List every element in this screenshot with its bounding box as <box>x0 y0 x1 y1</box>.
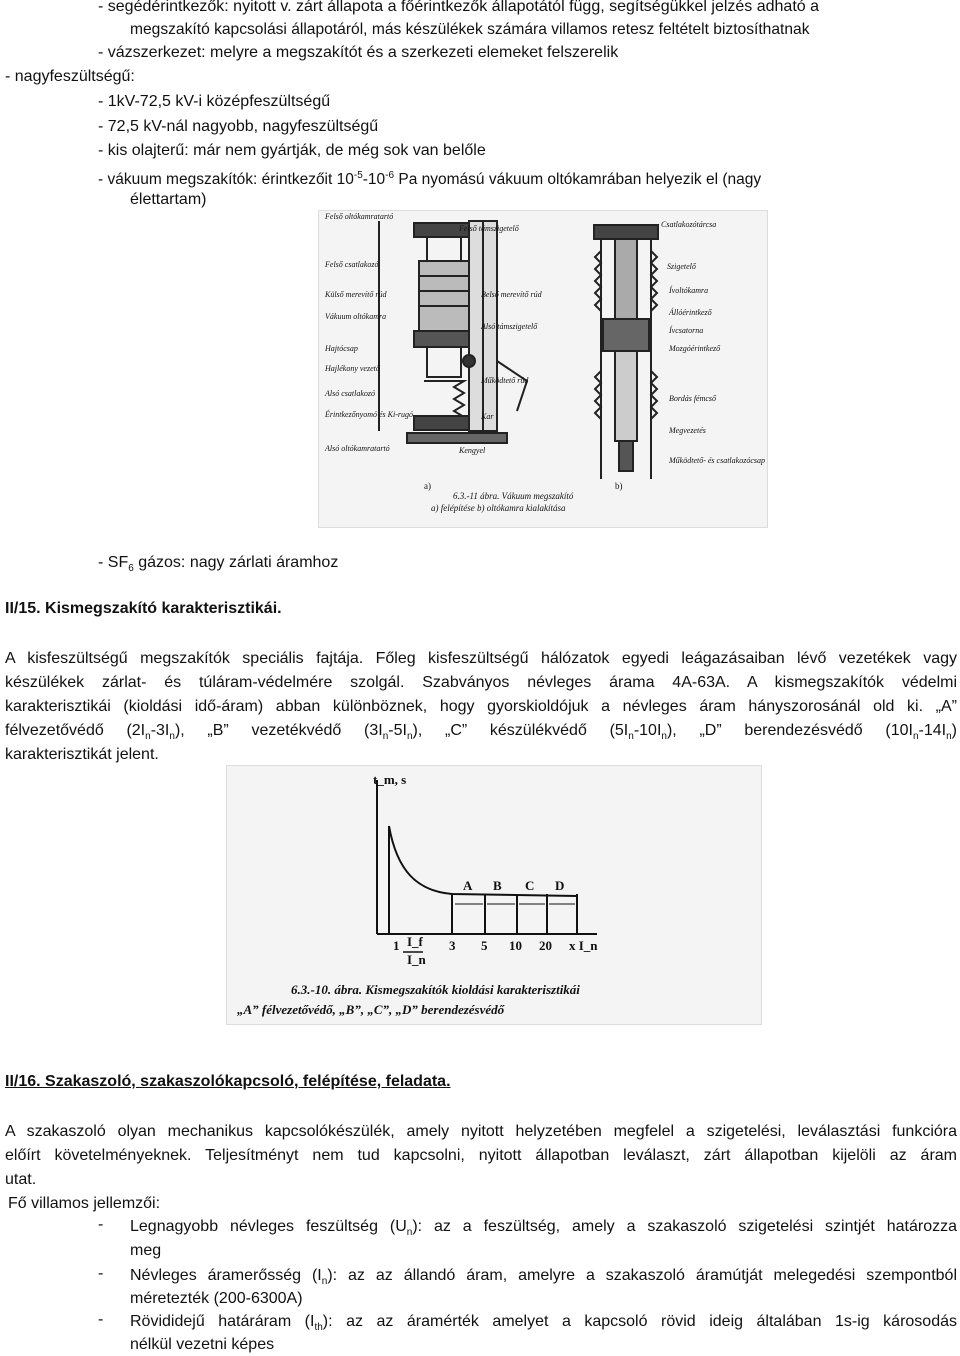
caption-a: a) <box>424 481 431 491</box>
paragraph-line: készülékek zárlat- és túláram-védelmére szolgál. Szabványos névleges árama 4A-63A. A kismegszakítók védelmi <box>5 674 957 691</box>
paragraph-line: karakterisztikái (kioldási idő-áram) abban különböznek, hogy gyorskioldójuk a névleges áram hányszorosánál old ki. „A” <box>5 698 957 715</box>
paragraph-line-types: félvezetővédő $(2I_n-3I_n)$, „B” vezetékvédő $(3I_n-5I_n)$, „C” készülékvédő $(5I_n-10I_n)$, „D” berendezésvédő $(10I_n-14I_n)$ <box>5 722 957 743</box>
zone-label-b: B <box>493 878 502 893</box>
chart-svg <box>227 766 761 1024</box>
label-a: Alsó csatlakozó <box>325 389 375 398</box>
label-a: Hajlékony vezető <box>325 364 380 373</box>
vacuum-breaker-figure <box>318 210 768 528</box>
text-line: - vázszerkezet: melyre a megszakítót és a szerkezeti elemeket felszerelik <box>98 44 619 61</box>
trip-characteristics-chart <box>226 765 762 1025</box>
subscript: n <box>912 731 919 743</box>
x-axis-label-top: I_f <box>407 934 423 949</box>
figure-caption: 6.3.-11 ábra. Vákuum megszakító <box>453 491 574 501</box>
paragraph-line: karakterisztikát jelent. <box>5 746 159 763</box>
text-span: ): az az állandó áram, amelyre a szakaszoló áramútját melegedési szempontból <box>327 1267 958 1284</box>
label-a-right: Kar <box>481 412 494 421</box>
list-dash: - <box>98 1216 104 1233</box>
text-span: - SF <box>98 554 129 571</box>
label-b: Szigetelő <box>667 262 696 271</box>
label-a-right: Felső támszigetelő <box>459 224 519 233</box>
text-line: élettartam) <box>130 191 207 208</box>
label-b: Ívoltókamra <box>669 286 709 295</box>
vacuum-breaker-drawing <box>319 211 767 527</box>
characteristic-curve <box>389 826 577 934</box>
superscript: -5 <box>353 170 363 181</box>
x-axis-suffix: x I_n <box>569 938 598 953</box>
label-b: Csatlakozótárcsa <box>661 220 717 229</box>
subscript: n <box>321 1276 328 1288</box>
subscript: n <box>406 1227 413 1239</box>
section-heading: II/15. Kismegszakító karakterisztikái. <box>5 600 282 617</box>
text-line: megszakító kapcsolási állapotáról, más készülékek számára villamos retesz feltételt biztosíthatnak <box>130 21 810 38</box>
x-tick-label: 5 <box>481 938 488 953</box>
text-line: - nagyfeszültségű: <box>5 68 135 85</box>
list-item-line <box>130 1215 957 1245</box>
features-title: Fő villamos jellemzői: <box>8 1195 161 1212</box>
x-axis-label-bottom: I_n <box>407 952 426 967</box>
x-tick-label: 20 <box>539 938 552 953</box>
subscript: n <box>169 731 175 743</box>
text-line: - segédérintkezők: nyitott v. zárt állapota a főérintkezők állapotától függ, segítségükkel jelzés adható a <box>98 0 820 15</box>
text-line: - 1kV-72,5 kV-i középfeszültségű <box>98 93 331 110</box>
chart-subtitle: „A” félvezetővédő, „B”, „C”, „D” berendezésvédő <box>237 1002 505 1017</box>
text-line: - 72,5 kV-nál nagyobb, nagyfeszültségű <box>98 118 379 135</box>
label-a: Külső merevítő rúd <box>325 290 387 299</box>
text-span: Névleges áramerősség (I <box>130 1267 322 1284</box>
label-a: Érintkezőnyomó és Ki-rugó <box>325 410 413 419</box>
label-a-right: Működtető rúd <box>481 376 529 385</box>
text-span: Rövididejű határáram (I <box>130 1313 315 1330</box>
label-a: Felső oltókamratartó <box>325 212 394 221</box>
paragraph-line: A kisfeszültségű megszakítók speciális fajtája. Főleg kisfeszültségű hálózatok egyedi leágazásaiban lévő vezetékek vagy <box>5 650 957 667</box>
subscript: n <box>661 731 667 743</box>
list-item-line: méretezték (200-6300A) <box>130 1290 303 1307</box>
text-span: - vákuum megszakítók: érintkezőit 10 <box>98 171 354 189</box>
label-a: Hajtócsap <box>325 344 358 353</box>
superscript: -6 <box>385 170 395 181</box>
label-b: Bordás fémcső <box>669 394 717 403</box>
caption-b: b) <box>615 481 623 491</box>
paragraph-line: előírt követelményeknek. Teljesítményt nem tud kapcsolni, nyitott állapotban leválaszt, zárt állapotban kijelöli az áram <box>5 1147 957 1164</box>
zone-label-a: A <box>463 878 473 893</box>
text-span: Legnagyobb névleges feszültség (U <box>130 1218 407 1235</box>
list-item-line: meg <box>130 1242 162 1259</box>
paragraph-line: A szakaszoló olyan mechanikus kapcsolókészülék, amely nyitott helyzetében megfelel a szigetelési, leválasztási funkcióra <box>5 1123 957 1140</box>
section-heading: II/16. Szakaszoló, szakaszolókapcsoló, felépítése, feladata. <box>5 1073 451 1090</box>
zone-label-d: D <box>555 878 565 893</box>
label-a: Felső csatlakozó <box>325 260 379 269</box>
subscript: n <box>406 731 413 743</box>
x-tick-label: 3 <box>449 938 456 953</box>
zone-label-c: C <box>525 878 535 893</box>
text-span: ): az a feszültség, amely a szakaszoló szigetelési szintjét határozza <box>412 1218 957 1235</box>
label-a-right: Belső merevítő rúd <box>481 290 542 299</box>
label-a: Alsó oltókamratartó <box>325 444 390 453</box>
label-b: Megvezetés <box>669 426 706 435</box>
label-a-right: Alsó támszigetelő <box>481 322 538 331</box>
paragraph-line: utat. <box>5 1171 37 1188</box>
subscript: th <box>314 1322 323 1334</box>
figure-caption-sub: a) felépítése b) oltókamra kialakítása <box>431 503 566 513</box>
text-span: -10 <box>362 171 386 189</box>
subscript: 6 <box>128 563 134 575</box>
label-b: Állóérintkező <box>669 308 712 317</box>
text-span: gázos: nagy zárlati áramhoz <box>133 554 339 571</box>
list-item-line: nélkül vezetni képes <box>130 1336 275 1353</box>
text-line-sf6 <box>98 552 338 580</box>
subscript: n <box>946 731 952 743</box>
label-b: Ívcsatorna <box>669 326 704 335</box>
text-span: Pa nyomású vákuum oltókamrában helyezik el (nagy <box>394 171 762 189</box>
subscript: n <box>382 731 389 743</box>
y-axis-label: t_m, s <box>373 772 407 787</box>
chart-title: 6.3.-10. ábra. Kismegszakítók kioldási karakterisztikái <box>291 982 580 997</box>
x-tick-label: 1 <box>393 938 400 953</box>
subscript: n <box>145 731 151 743</box>
text-line-vacuum <box>98 165 761 191</box>
text-line: - kis olajterű: már nem gyártják, de még sok van belőle <box>98 142 486 159</box>
text-span: ): az az áramérték amelyet a kapcsoló rövid ideig általában 1s-ig károsodás <box>322 1313 958 1330</box>
label-a: Vákuum oltókamra <box>325 312 387 321</box>
label-b: Mozgóérintkező <box>669 344 721 353</box>
list-dash: - <box>98 1311 104 1328</box>
label-a-right: Kengyel <box>459 446 486 455</box>
x-tick-label: 10 <box>509 938 522 953</box>
list-dash: - <box>98 1265 104 1282</box>
subscript: n <box>628 731 634 743</box>
label-b: Működtető- és csatlakozócsap <box>669 456 765 465</box>
